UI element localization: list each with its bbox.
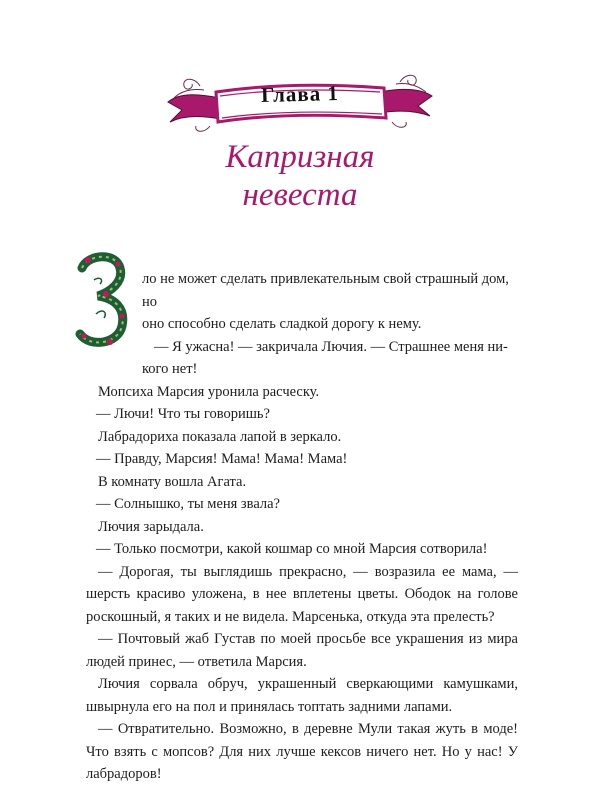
paragraph: Лючия сорвала обруч, украшенный сверкающими камушками, швырнула его на пол и принялась топтать задними лапами. xyxy=(86,676,518,715)
paragraph: В комнату вошла Агата. xyxy=(98,473,247,490)
chapter-title xyxy=(0,138,600,214)
paragraph: Мопсиха Марсия уронила расческу. xyxy=(98,383,320,400)
paragraph-line: оно способно сделать сладкой дорогу к нему. xyxy=(142,316,422,332)
chapter-body xyxy=(86,268,518,786)
paragraph: — Лючи! Что ты говоришь? xyxy=(96,406,270,422)
paragraph-line: — Я ужасна! — закричала Лючия. — Страшнее меня ни- xyxy=(154,338,508,355)
paragraph-line: кого нет! xyxy=(142,361,198,377)
paragraph: — Только посмотри, какой кошмар со мной Марсия сотворила! xyxy=(96,541,488,557)
paragraph: Лючия зарыдала. xyxy=(98,518,204,535)
paragraph-line: ло не может сделать привлекательным свой страшный дом, но xyxy=(142,271,509,310)
chapter-label: Глава 1 xyxy=(260,80,340,108)
chapter-title-line-2: невеста xyxy=(242,177,358,213)
paragraph: Лабрадориха показала лапой в зеркало. xyxy=(98,428,342,445)
paragraph: — Отвратительно. Возможно, в деревне Мули такая жуть в моде! Что взять с мопсов? Для них лучше кексов ничего нет. Но у нас! У лабрадоров! xyxy=(86,721,518,782)
paragraph: — Почтовый жаб Густав по моей просьбе все украшения из мира людей принес, — ответила Марсия. xyxy=(86,631,518,670)
chapter-title-line-1: Капризная xyxy=(225,139,375,175)
paragraph: — Дорогая, ты выглядишь прекрасно, — возразила ее мама, — шерсть красиво уложена, в нее вплетены цветы. Ободок на голове роскошный, я таких и не видела. Марсенька, откуда эта прелесть? xyxy=(86,563,518,625)
paragraph: — Правду, Марсия! Мама! Мама! Мама! xyxy=(96,451,348,467)
paragraph: — Солнышко, ты меня звала? xyxy=(96,496,280,512)
